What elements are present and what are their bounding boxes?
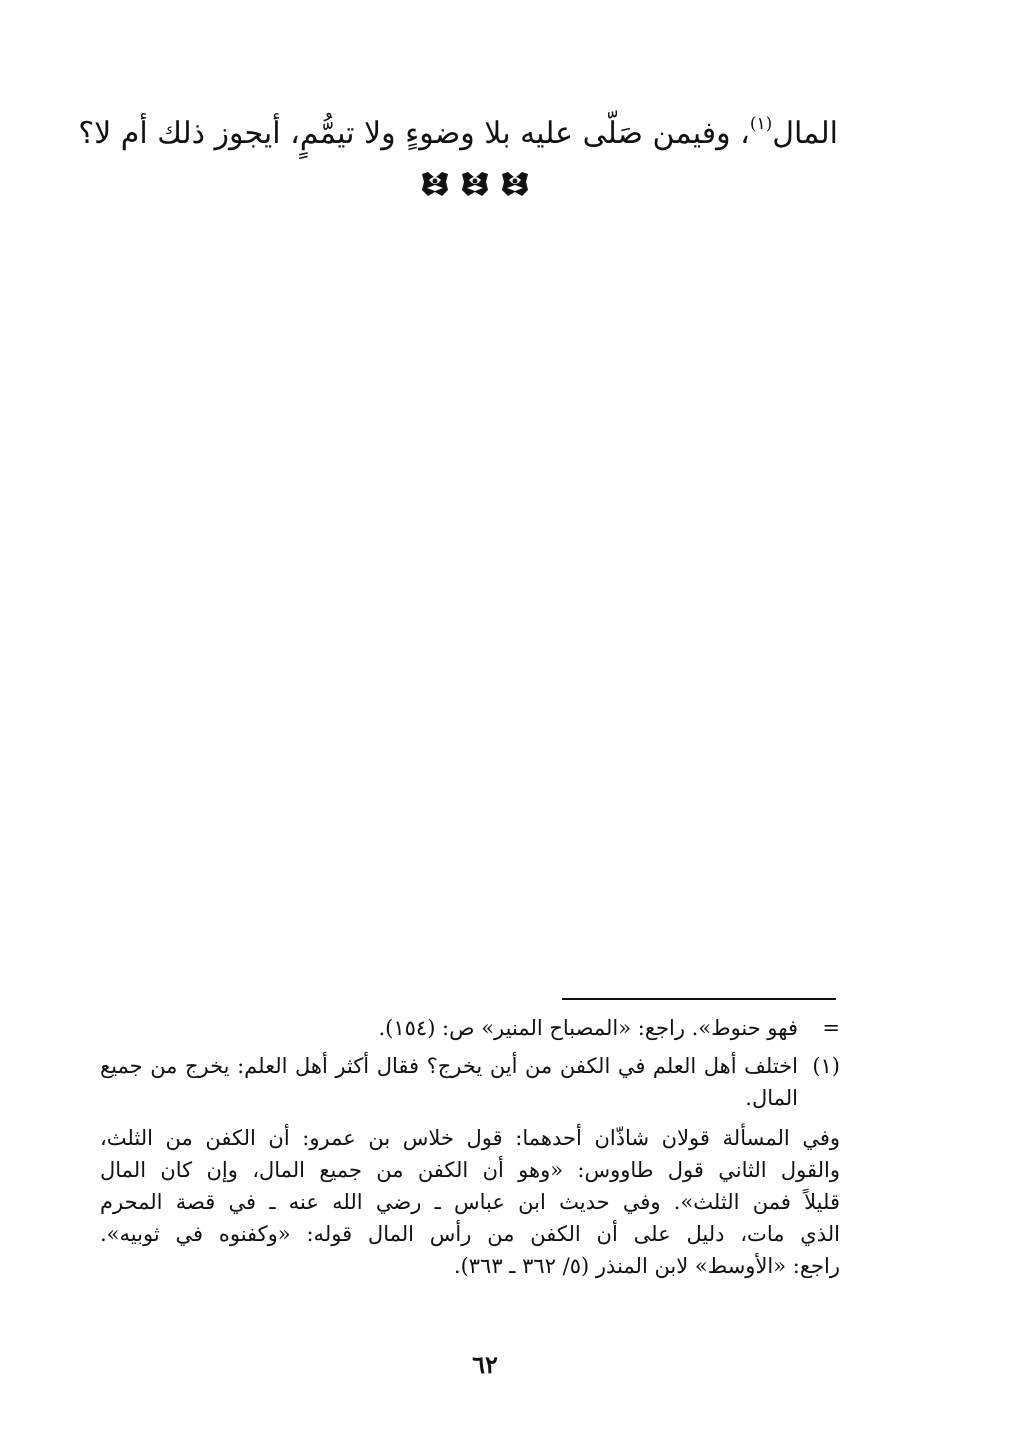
footnotes-section	[100, 1012, 840, 1282]
footnote-1-text: اختلف أهل العلم في الكفن من أين يخرج؟ فقال أكثر أهل العلم: يخرج من جميع المال.	[100, 1054, 798, 1110]
footnote-separator	[562, 998, 836, 1000]
main-text-rest: ، وفيمن صَلّى عليه بلا وضوءٍ ولا تيمُّمٍ، أيجوز ذلك أم لا؟	[78, 116, 750, 151]
main-text-start: المال	[772, 116, 838, 151]
footnote-1-paragraph-line: قليلاً فمن الثلث». وفي حديث ابن عباس ـ رضي الله عنه ـ في قصة المحرم	[100, 1190, 840, 1214]
section-ornaments	[420, 170, 530, 200]
ornament-icon	[460, 170, 490, 198]
page-number: ٦٢	[472, 1350, 498, 1379]
footnote-1-marker: (١)	[812, 1054, 840, 1078]
footnote-continuation	[100, 1012, 840, 1044]
footnote-1-paragraph-line: وفي المسألة قولان شاذّان أحدهما: قول خلاس بن عمرو: أن الكفن من الثلث،	[100, 1126, 840, 1150]
footnote-1-paragraph-line: والقول الثاني قول طاووس: «وهو أن الكفن من جميع المال، وإن كان المال	[100, 1158, 840, 1182]
ornament-icon	[500, 170, 530, 198]
footnote-1-paragraph	[100, 1122, 840, 1282]
footnote-1-paragraph-line: الذي مات، دليل على أن الكفن من رأس المال قوله: «وكفنوه في ثوبيه».	[100, 1222, 840, 1246]
footnote-reference: (١)	[749, 114, 773, 134]
footnote-continuation-marker: =	[822, 1016, 840, 1040]
footnote-1-paragraph-line: راجع: «الأوسط» لابن المنذر (٥/ ٣٦٢ ـ ٣٦٣).	[453, 1254, 840, 1278]
footnote-continuation-text: فهو حنوط». راجع: «المصباح المنير» ص: (١٥٤).	[378, 1016, 798, 1040]
footnote-1	[100, 1050, 840, 1114]
ornament-icon	[420, 170, 450, 198]
main-text-line	[78, 98, 838, 160]
